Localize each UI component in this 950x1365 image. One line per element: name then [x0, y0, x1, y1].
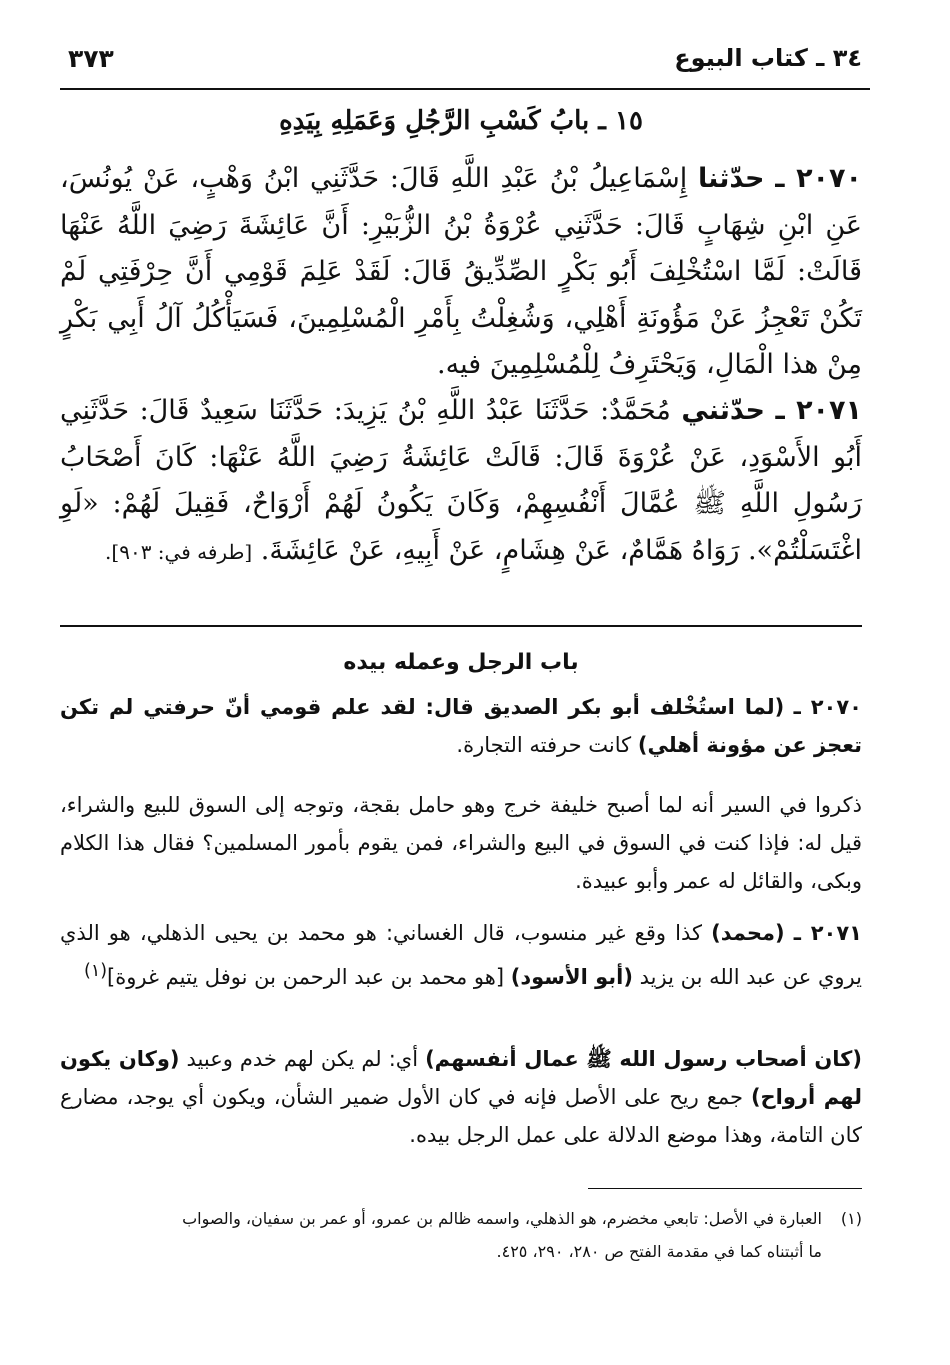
section-divider	[60, 625, 862, 627]
quoted-text: (محمد)	[711, 921, 785, 945]
header-rule	[60, 88, 870, 90]
hadith-2070	[60, 156, 862, 389]
quoted-text: (أبو الأسود)	[510, 965, 633, 989]
hadith-text: مُحَمَّدٌ: حَدَّثَنَا عَبْدُ اللَّهِ بْنُ يَزِيدَ: حَدَّثَنَا سَعِيدٌ قَالَ: حَدَّثَنِي أَبُو الأَسْوَدِ، عَنْ عُرْوَةَ قَالَ: قَالَتْ عَائِشَةُ رَضِيَ اللَّهُ عَنْهَا: كَانَ أَصْحَابُ رَسُولِ اللَّهِ ﷺ عُمَّالَ أَنْفُسِهِمْ، وَكَانَ يَكُونُ لَهُمْ أَرْوَاحٌ، فَقِيلَ لَهُمْ: «لَوِ اغْتَسَلْتُمْ». رَوَاهُ هَمَّامٌ، عَنْ هِشَامٍ، عَنْ أَبِيهِ، عَنْ عَائِشَةَ.	[60, 395, 862, 566]
commentary-paragraph-2071	[60, 914, 862, 996]
quoted-text: (لما استُخْلف أبو بكر الصديق قال: لقد علم قومي أنّ حرفتي لم تكن تعجز عن مؤونة أهلي)	[60, 695, 862, 757]
hadith-text: إِسْمَاعِيلُ بْنُ عَبْدِ اللَّهِ قَالَ: حَدَّثَنِي ابْنُ وَهْبٍ، عَنْ يُونُسَ، عَنِ ابْنِ شِهَابٍ قَالَ: حَدَّثَنِي عُرْوَةُ بْنُ الزُّبَيْرِ: أَنَّ عَائِشَةَ رَضِيَ اللَّهُ عَنْهَا قَالَتْ: لَمَّا اسْتُخْلِفَ أَبُو بَكْرٍ الصِّدِّيقُ قَالَ: لَقَدْ عَلِمَ قَوْمِي أَنَّ حِرْفَتِي لَمْ تَكُنْ تَعْجِزُ عَنْ مَؤُونَةِ أَهْلِي، وَشُغِلْتُ بِأَمْرِ الْمُسْلِمِينَ، فَسَيَأْكُلُ آلُ أَبِي بَكْرٍ مِنْ هذا الْمَالِ، وَيَحْتَرِفُ لِلْمُسْلِمِينَ فيه.	[60, 163, 862, 380]
explanation-text: أي: لم يكن لهم خدم وعبيد	[186, 1047, 419, 1071]
commentary-title: باب الرجل وعمله بيده	[343, 650, 579, 675]
hadith-number: ٢٠٧٠ ـ	[775, 163, 862, 194]
footnote-item	[60, 1202, 862, 1235]
hadith-intro: حدّثنا	[698, 163, 765, 194]
hadith-intro: حدّثني	[681, 395, 765, 426]
running-head: ٣٤ ـ كتاب البيوع	[674, 44, 862, 72]
paragraph-number: ٢٠٧٠ ـ	[793, 695, 862, 719]
quoted-text: (وكان يكون لهم أرواح)	[60, 1047, 862, 1109]
chapter-title: ١٥ ـ بابُ كَسْبِ الرَّجُلِ وَعَمَلِهِ بِيَدِهِ	[279, 106, 643, 136]
hadith-2071	[60, 388, 862, 575]
hadith-number: ٢٠٧١ ـ	[775, 395, 862, 426]
commentary-paragraph-companions	[60, 1040, 862, 1154]
cross-reference: [طرفه في: ٩٠٣].	[105, 539, 253, 564]
page-number: ٣٧٣	[68, 44, 114, 73]
commentary-paragraph-2070	[60, 688, 862, 764]
explanation-text: ذكروا في السير أنه لما أصبح خليفة خرج وهو حامل بقجة، وتوجه إلى السوق للبيع والشراء، قيل له: فإذا كنت في السوق في البيع والشراء، فمن يقوم بأمور المسلمين؟ فقال هذا الكلام وبكى، والقائل له عمر وأبو عبيدة.	[60, 793, 862, 893]
explanation-text: كذا وقع غير منسوب، قال الغساني: هو محمد بن يحيى الذهلي، هو الذي يروي عن عبد الله بن يزيد	[60, 921, 862, 989]
footnote-marker: (١)	[840, 1209, 862, 1228]
footnote-text: العبارة في الأصل: تابعي مخضرم، هو الذهلي، واسمه ظالم بن عمرو، أو عمر بن سفيان، والصواب	[182, 1209, 822, 1228]
explanation-text: [هو محمد بن عبد الرحمن بن نوفل يتيم غروة]	[107, 965, 505, 989]
footnote-continuation: ما أثبتناه كما في مقدمة الفتح ص ٢٨٠، ٢٩٠، ٤٢٥.	[496, 1242, 822, 1261]
footnote-reference[interactable]: (١)	[83, 961, 108, 981]
explanation-text: كانت حرفته التجارة.	[456, 733, 632, 757]
footnotes	[60, 1202, 862, 1268]
explanation-text: جمع ريح على الأصل فإنه في كان الأول ضمير الشأن، ويكون أي يوجد، مضارع كان التامة، وهذا موضع الدلالة على عمل الرجل بيده.	[60, 1085, 862, 1147]
commentary-paragraph-history	[60, 786, 862, 900]
page-header	[60, 38, 862, 86]
paragraph-number: ٢٠٧١ ـ	[793, 921, 862, 945]
quoted-text: (كان أصحاب رسول الله ﷺ عمال أنفسهم)	[425, 1047, 862, 1071]
footnote-rule	[588, 1188, 862, 1189]
